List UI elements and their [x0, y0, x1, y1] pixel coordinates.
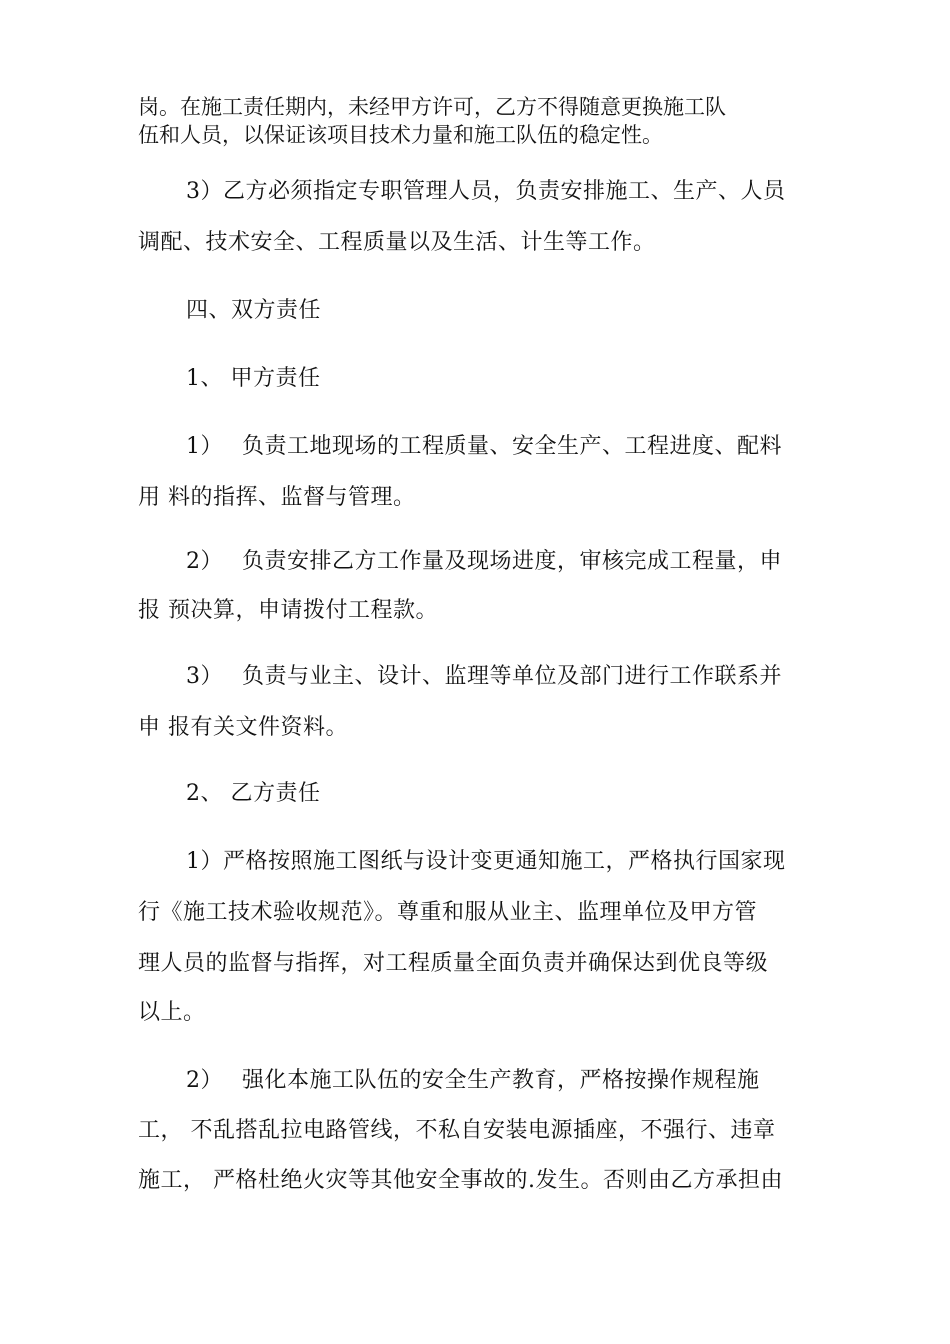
- paragraph-line: 申 报有关文件资料。: [138, 715, 348, 740]
- paragraph-line: 伍和人员，以保证该项目技术力量和施工队伍的稳定性。: [138, 123, 663, 147]
- subsection-heading: 2、 乙方责任: [186, 781, 321, 806]
- paragraph-line: 行《施工技术验收规范》。尊重和服从业主、监理单位及甲方管: [138, 900, 758, 925]
- paragraph-line: 1）严格按照施工图纸与设计变更通知施工，严格执行国家现: [186, 849, 786, 874]
- paragraph-line: 1） 负责工地现场的工程质量、安全生产、工程进度、配料: [186, 434, 782, 459]
- paragraph-line: 3） 负责与业主、设计、监理等单位及部门进行工作联系并: [186, 664, 782, 689]
- paragraph-line: 报 预决算，申请拨付工程款。: [138, 598, 438, 623]
- paragraph-line: 施工， 严格杜绝火灾等其他安全事故的.发生。否则由乙方承担由: [138, 1168, 783, 1193]
- paragraph-line: 2） 强化本施工队伍的安全生产教育，严格按操作规程施: [186, 1068, 760, 1093]
- paragraph-line: 用 料的指挥、监督与管理。: [138, 485, 416, 510]
- section-heading: 四、双方责任: [186, 298, 322, 323]
- subsection-heading: 1、 甲方责任: [186, 366, 321, 391]
- paragraph-line: 岗。在施工责任期内，未经甲方许可，乙方不得随意更换施工队: [138, 95, 726, 119]
- paragraph-line: 理人员的监督与指挥，对工程质量全面负责并确保达到优良等级: [138, 951, 769, 976]
- paragraph-line: 工， 不乱搭乱拉电路管线，不私自安装电源插座，不强行、违章: [138, 1118, 776, 1143]
- paragraph-line: 以上。: [138, 1000, 206, 1025]
- paragraph-line: 2） 负责安排乙方工作量及现场进度，审核完成工程量，申: [186, 549, 782, 574]
- paragraph-line: 调配、技术安全、工程质量以及生活、计生等工作。: [138, 230, 656, 255]
- paragraph-line: 3）乙方必须指定专职管理人员，负责安排施工、生产、人员: [186, 179, 786, 204]
